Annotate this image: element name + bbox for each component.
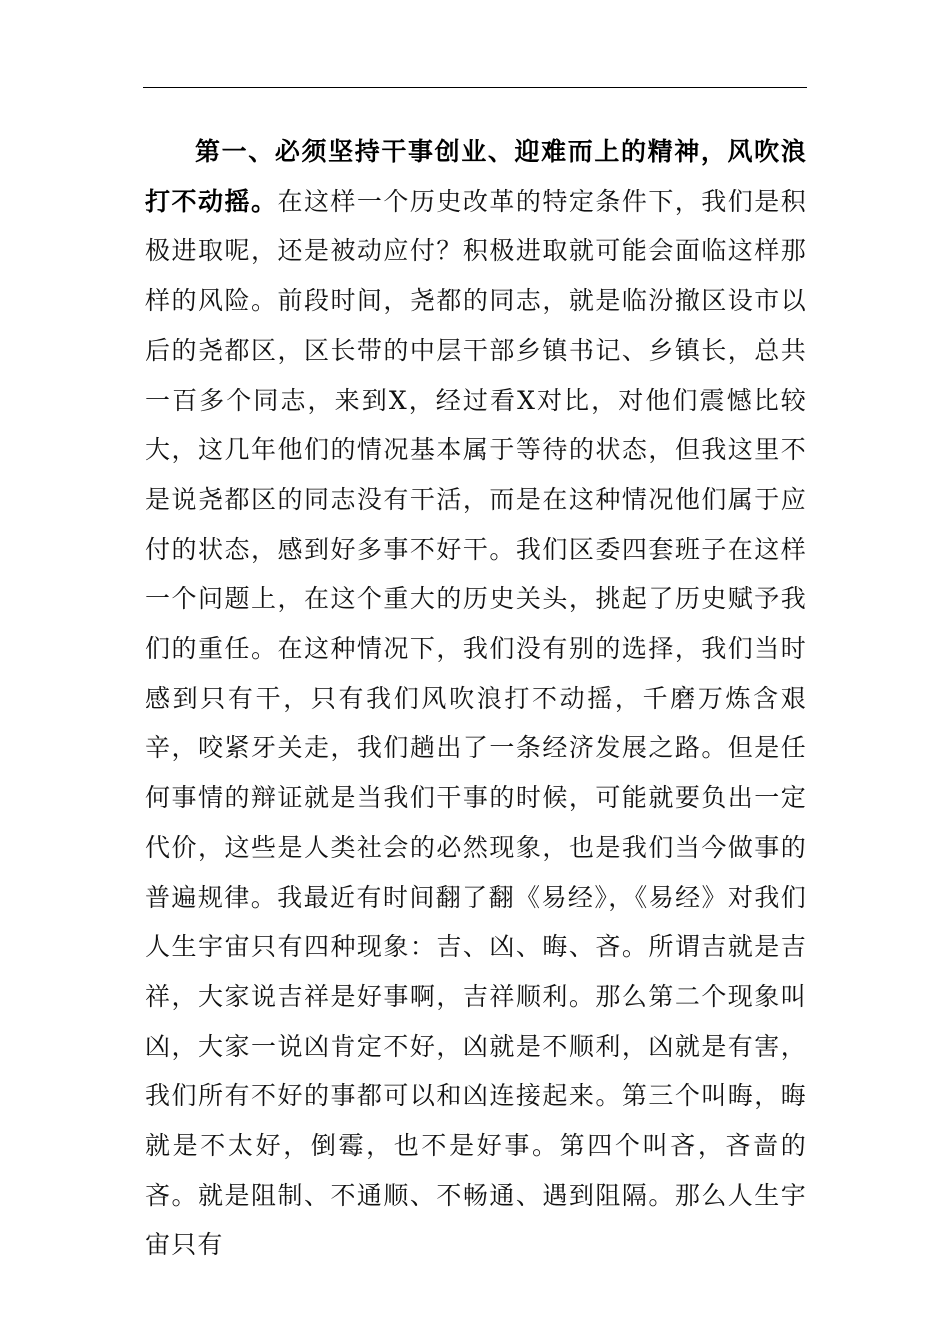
paragraph-lead-heading: 第一、必须坚持干事创业、迎难而上的精神，风吹浪打不动摇。 [145,137,807,216]
header-rule [143,87,807,88]
paragraph-body-text: 在这样一个历史改革的特定条件下，我们是积极进取呢，还是被动应付？积极进取就可能会面临这样那样的风险。前段时间，尧都的同志，就是临汾撤区设市以后的尧都区，区长带的中层干部乡镇书记、乡镇长，总共一百多个同志，来到X，经过看X对比，对他们震憾比较大，这几年他们的情况基本属于等待的状态，但我这里不是说尧都区的同志没有干活，而是在这种情况他们属于应付的状态，感到好多事不好干。我们区委四套班子在这样一个问题上，在这个重大的历史关头，挑起了历史赋予我们的重任。在这种情况下，我们没有别的选择，我们当时感到只有干，只有我们风吹浪打不动摇，千磨万炼含艰辛，咬紧牙关走，我们趟出了一条经济发展之路。但是任何事情的辩证就是当我们干事的时候，可能就要负出一定代价，这些是人类社会的必然现象，也是我们当今做事的普遍规律。我最近有时间翻了翻《易经》，《易经》对我们人生宇宙只有四种现象：吉、凶、晦、吝。所谓吉就是吉祥，大家说吉祥是好事啊，吉祥顺利。那么第二个现象叫凶，大家一说凶肯定不好，凶就是不顺利，凶就是有害，我们所有不好的事都可以和凶连接起来。第三个叫晦，晦就是不太好，倒霉，也不是好事。第四个叫吝，吝啬的吝。就是阻制、不通顺、不畅通、遇到阻隔。那么人生宇宙只有 [145,186,807,1260]
body-paragraph [145,127,807,1270]
